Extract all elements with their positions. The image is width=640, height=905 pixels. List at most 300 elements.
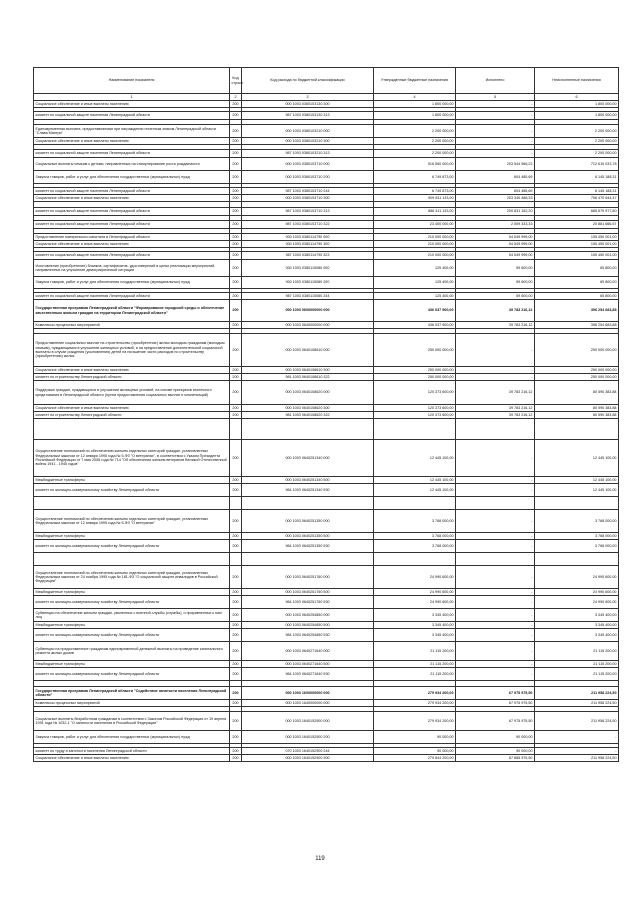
line-code-cell: 200: [230, 484, 242, 497]
approved-amount-cell: 3 345 400,00: [374, 629, 456, 642]
table-row: [34, 252, 619, 260]
column-number: 5: [456, 94, 535, 101]
approved-amount-cell: 279 934 200,00: [374, 712, 456, 731]
line-code-cell: 200: [230, 252, 242, 260]
unexecuted-amount-cell: [535, 497, 619, 510]
table-body: [34, 101, 619, 762]
executed-amount-cell: -: [456, 540, 535, 553]
unexecuted-amount-cell: 80 590 383,88: [535, 412, 619, 419]
line-code-cell: 200: [230, 277, 242, 289]
budget-code-cell: 000 1003 0640108620 300: [242, 405, 374, 412]
table-row: [34, 700, 619, 707]
budget-code-cell: 000 1003 0640251760 500: [242, 589, 374, 596]
line-code-cell: 200: [230, 241, 242, 248]
executed-amount-cell: 203 944 966,22: [456, 158, 535, 171]
unexecuted-amount-cell: 155 450 001,00: [535, 252, 619, 260]
table-row: [34, 322, 619, 329]
indicator-name-cell: Социальное обеспечение и иные выплаты населению: [34, 405, 230, 412]
executed-amount-cell: 59 600,00: [456, 277, 535, 289]
line-code-cell: 200: [230, 712, 242, 731]
budget-code-cell: 000 1003 0640251340 000: [242, 440, 374, 477]
table-row: [34, 748, 619, 755]
unexecuted-amount-cell: 250 000 000,00: [535, 334, 619, 367]
indicator-name-cell: комитет по социальной защите населения Ленинградской области: [34, 293, 230, 300]
indicator-name-cell: комитет по жилищно-коммунальному хозяйству Ленинградской области: [34, 668, 230, 681]
executed-amount-cell: 90 000,00: [456, 731, 535, 744]
table-row: [34, 150, 619, 158]
indicator-name-cell: комитет по труду и занятости населения Ленинградской области: [34, 748, 230, 755]
budget-code-cell: 000 1003 1640000000 000: [242, 700, 374, 707]
budget-code-cell: 000 1003 0640000000 000: [242, 322, 374, 329]
unexecuted-amount-cell: 2 200 000,00: [535, 138, 619, 145]
table-row: [34, 510, 619, 533]
page-number: 119: [315, 856, 325, 862]
approved-amount-cell: 90 000,00: [374, 731, 456, 744]
executed-amount-cell: -: [456, 367, 535, 374]
unexecuted-amount-cell: 712 615 033,78: [535, 158, 619, 171]
approved-amount-cell: 250 000 000,00: [374, 367, 456, 374]
budget-code-cell: 987 1003 0380103710 322: [242, 221, 374, 229]
line-code-cell: 200: [230, 112, 242, 120]
indicator-name-cell: Предоставление материнского капитала в Ленинградской области: [34, 234, 230, 241]
budget-code-cell: 984 1003 0640271640 530: [242, 668, 374, 681]
executed-amount-cell: -: [456, 125, 535, 138]
approved-amount-cell: 23 400 000,00: [374, 221, 456, 229]
unexecuted-amount-cell: 706 470 644,47: [535, 195, 619, 202]
approved-amount-cell: 210 000 000,00: [374, 241, 456, 248]
indicator-name-cell: Закупка товаров, работ и услуг для обеспечения государственных (муниципальных) нужд: [34, 171, 230, 184]
executed-amount-cell: 39 783 216,12: [456, 405, 535, 412]
table-row: [34, 533, 619, 540]
unexecuted-amount-cell: [535, 553, 619, 566]
budget-code-cell: 000 1003 0640271640 000: [242, 642, 374, 661]
line-code-cell: [230, 419, 242, 440]
column-number: 1: [34, 94, 230, 101]
approved-amount-cell: 21 115 200,00: [374, 642, 456, 661]
unexecuted-amount-cell: 211 958 224,50: [535, 712, 619, 731]
approved-amount-cell: 909 811 133,00: [374, 195, 456, 202]
line-code-cell: 200: [230, 101, 242, 108]
indicator-name-cell: Межбюджетные трансферты: [34, 661, 230, 668]
line-code-cell: 200: [230, 300, 242, 322]
indicator-name-cell: Социальное обеспечение и иные выплаты населению: [34, 241, 230, 248]
executed-amount-cell: 54 549 999,00: [456, 252, 535, 260]
indicator-name-cell: комитет по жилищно-коммунальному хозяйству Ленинградской области: [34, 540, 230, 553]
approved-amount-cell: 2 200 000,00: [374, 150, 456, 158]
indicator-name-cell: Закупка товаров, работ и услуг для обеспечения государственных (муниципальных) нужд: [34, 731, 230, 744]
approved-amount-cell: 120 373 600,00: [374, 405, 456, 412]
approved-amount-cell: 2 200 000,00: [374, 125, 456, 138]
budget-code-cell: 987 1003 0380103710 313: [242, 208, 374, 216]
line-code-cell: 200: [230, 642, 242, 661]
budget-code-cell: 000 1003 0380115080 000: [242, 260, 374, 277]
table-row: [34, 419, 619, 440]
indicator-name-cell: Социальное обеспечение и иные выплаты населению: [34, 755, 230, 762]
unexecuted-amount-cell: 24 990 600,00: [535, 566, 619, 589]
table-row: [34, 112, 619, 120]
approved-amount-cell: 6 749 873,00: [374, 188, 456, 195]
indicator-name-cell: комитет по социальной защите населения Ленинградской области: [34, 221, 230, 229]
indicator-name-cell: [34, 497, 230, 510]
budget-code-cell: 000 1003 0380103210 300: [242, 138, 374, 145]
line-code-cell: 200: [230, 195, 242, 202]
line-code-cell: 200: [230, 533, 242, 540]
table-row: [34, 374, 619, 381]
indicator-name-cell: Социальные выплаты безработным гражданам в соответствии с Законом Российской Федерации от 19 апреля 1991 года № 1032-1 "О занятости населения в Российской Федерации": [34, 712, 230, 731]
unexecuted-amount-cell: -: [535, 748, 619, 755]
executed-amount-cell: -: [456, 477, 535, 484]
table-row: [34, 367, 619, 374]
approved-amount-cell: 250 000 000,00: [374, 374, 456, 381]
approved-amount-cell: 120 373 600,00: [374, 412, 456, 419]
unexecuted-amount-cell: 65 800,00: [535, 260, 619, 277]
table-row: [34, 381, 619, 405]
executed-amount-cell: 604 485,69: [456, 171, 535, 184]
indicator-name-cell: комитет по жилищно-коммунальному хозяйству Ленинградской области: [34, 629, 230, 642]
table-row: [34, 277, 619, 289]
line-code-cell: 200: [230, 293, 242, 300]
unexecuted-amount-cell: 155 450 001,00: [535, 241, 619, 248]
approved-amount-cell: 24 990 600,00: [374, 589, 456, 596]
indicator-name-cell: комитет по социальной защите населения Ленинградской области: [34, 112, 230, 120]
line-code-cell: 200: [230, 755, 242, 762]
budget-code-cell: 000 1003 0380103710 200: [242, 171, 374, 184]
executed-amount-cell: 39 783 216,12: [456, 381, 535, 405]
indicator-name-cell: Социальные выплаты семьям с детьми, направленные на стимулирование роста рождаемости: [34, 158, 230, 171]
line-code-cell: 200: [230, 510, 242, 533]
approved-amount-cell: 3 345 400,00: [374, 609, 456, 622]
column-number: 3: [242, 94, 374, 101]
indicator-name-cell: Предоставление социальных выплат на строительство (приобретение) жилья молодым гражданам (молодым семьям), нуждающимся в улучшении жилищных условий, и на предоставление дополнительной социальной выплаты в случае рождения (усыновления) детей на погашение части расходов по строительству (приобретению) жилья: [34, 334, 230, 367]
table-row: [34, 412, 619, 419]
executed-amount-cell: -: [456, 668, 535, 681]
indicator-name-cell: Социальное обеспечение и иные выплаты населению: [34, 101, 230, 108]
line-code-cell: 200: [230, 374, 242, 381]
unexecuted-amount-cell: 396 254 683,88: [535, 322, 619, 329]
header-approved: Утвержденные бюджетные назначения: [374, 68, 456, 94]
indicator-name-cell: Закупка товаров, работ и услуг для обеспечения государственных (муниципальных) нужд: [34, 277, 230, 289]
line-code-cell: 200: [230, 171, 242, 184]
approved-amount-cell: 21 115 200,00: [374, 668, 456, 681]
budget-code-cell: 000 1003 0380114790 300: [242, 241, 374, 248]
budget-code-cell: 981 1003 0640108610 322: [242, 374, 374, 381]
line-code-cell: 200: [230, 208, 242, 216]
table-row: [34, 497, 619, 510]
approved-amount-cell: 24 990 600,00: [374, 596, 456, 609]
approved-amount-cell: 3 768 000,00: [374, 510, 456, 533]
executed-amount-cell: 67 885 975,50: [456, 755, 535, 762]
unexecuted-amount-cell: 6 145 188,31: [535, 188, 619, 195]
executed-amount-cell: -: [456, 374, 535, 381]
table-row: [34, 540, 619, 553]
budget-code-cell: 984 1003 0640251350 530: [242, 540, 374, 553]
line-code-cell: 200: [230, 596, 242, 609]
executed-amount-cell: 54 549 999,00: [456, 241, 535, 248]
table-row: [34, 195, 619, 202]
line-code-cell: 200: [230, 125, 242, 138]
table-row: [34, 171, 619, 184]
unexecuted-amount-cell: -: [535, 731, 619, 744]
unexecuted-amount-cell: 3 345 400,00: [535, 609, 619, 622]
line-code-cell: 200: [230, 188, 242, 195]
executed-amount-cell: 90 000,00: [456, 748, 535, 755]
executed-amount-cell: -: [456, 629, 535, 642]
line-code-cell: 200: [230, 440, 242, 477]
budget-code-cell: 000 1003 1640152900 300: [242, 755, 374, 762]
executed-amount-cell: -: [456, 150, 535, 158]
executed-amount-cell: -: [456, 589, 535, 596]
line-code-cell: 200: [230, 661, 242, 668]
budget-code-cell: [242, 553, 374, 566]
budget-code-cell: 000 1003 0640108610 000: [242, 334, 374, 367]
column-number: 2: [230, 94, 242, 101]
indicator-name-cell: Межбюджетные трансферты: [34, 589, 230, 596]
approved-amount-cell: 125 400,00: [374, 293, 456, 300]
line-code-cell: 200: [230, 731, 242, 744]
indicator-name-cell: комитет по жилищно-коммунальному хозяйству Ленинградской области: [34, 596, 230, 609]
unexecuted-amount-cell: 3 768 000,00: [535, 510, 619, 533]
approved-amount-cell: 3 768 000,00: [374, 533, 456, 540]
indicator-name-cell: Субвенции на обеспечение жильем граждан, уволенных с военной службы (службы), и приравненных к ним лиц: [34, 609, 230, 622]
indicator-name-cell: [34, 419, 230, 440]
approved-amount-cell: 1 800 000,00: [374, 112, 456, 120]
executed-amount-cell: -: [456, 642, 535, 661]
approved-amount-cell: 125 400,00: [374, 277, 456, 289]
table-row: [34, 731, 619, 744]
budget-code-cell: 987 1003 0380114790 323: [242, 252, 374, 260]
table-row: [34, 158, 619, 171]
budget-code-cell: 984 1003 0640254850 530: [242, 629, 374, 642]
budget-code-cell: 000 1003 0380103710 300: [242, 195, 374, 202]
table-row: [34, 188, 619, 195]
unexecuted-amount-cell: 21 115 200,00: [535, 642, 619, 661]
approved-amount-cell: 24 990 600,00: [374, 566, 456, 589]
executed-amount-cell: -: [456, 510, 535, 533]
table-row: [34, 138, 619, 145]
approved-amount-cell: 210 000 000,00: [374, 234, 456, 241]
line-code-cell: 200: [230, 221, 242, 229]
indicator-name-cell: Межбюджетные трансферты: [34, 622, 230, 629]
line-code-cell: 200: [230, 589, 242, 596]
line-code-cell: 200: [230, 540, 242, 553]
table-row: [34, 668, 619, 681]
table-row: [34, 101, 619, 108]
indicator-name-cell: Межбюджетные трансферты: [34, 533, 230, 540]
indicator-name-cell: Государственная программа Ленинградской области "Формирование городской среды и обеспечение качественным жильем граждан на территории Ленинградской области": [34, 300, 230, 322]
approved-amount-cell: 3 768 000,00: [374, 540, 456, 553]
table-row: [34, 661, 619, 668]
budget-code-cell: 984 1003 0640251760 530: [242, 596, 374, 609]
approved-amount-cell: [374, 497, 456, 510]
table-row: [34, 234, 619, 241]
table-header-row: [34, 68, 619, 94]
approved-amount-cell: 120 373 600,00: [374, 381, 456, 405]
unexecuted-amount-cell: 65 800,00: [535, 277, 619, 289]
line-code-cell: 200: [230, 150, 242, 158]
executed-amount-cell: [456, 497, 535, 510]
indicator-name-cell: Единовременная выплата, предоставляемая при награждении почетным знаком Ленинградской области "Слава Матери": [34, 125, 230, 138]
line-code-cell: 200: [230, 629, 242, 642]
table-row: [34, 609, 619, 622]
column-number: 6: [535, 94, 619, 101]
indicator-name-cell: Комплексы процессных мероприятий: [34, 700, 230, 707]
budget-code-cell: 987 1003 0380103210 313: [242, 150, 374, 158]
approved-amount-cell: 12 445 100,00: [374, 484, 456, 497]
executed-amount-cell: -: [456, 622, 535, 629]
unexecuted-amount-cell: 211 958 224,50: [535, 687, 619, 700]
unexecuted-amount-cell: 12 445 100,00: [535, 440, 619, 477]
table-row: [34, 484, 619, 497]
approved-amount-cell: 436 037 900,00: [374, 300, 456, 322]
executed-amount-cell: 54 549 999,00: [456, 234, 535, 241]
approved-amount-cell: 125 400,00: [374, 260, 456, 277]
unexecuted-amount-cell: [535, 419, 619, 440]
line-code-cell: 200: [230, 477, 242, 484]
budget-code-cell: 000 1003 0640108610 300: [242, 367, 374, 374]
unexecuted-amount-cell: 12 445 100,00: [535, 484, 619, 497]
unexecuted-amount-cell: 685 579 977,80: [535, 208, 619, 216]
line-code-cell: [230, 497, 242, 510]
header-budget-code: Код расхода по бюджетной классификации: [242, 68, 374, 94]
unexecuted-amount-cell: 211 958 224,50: [535, 755, 619, 762]
indicator-name-cell: Изготовление (приобретение) бланков, сертификатов, удостоверений в целях реализации мероприятий, направленных на улучшение демографической ситуации: [34, 260, 230, 277]
approved-amount-cell: 21 115 200,00: [374, 661, 456, 668]
approved-amount-cell: 6 749 873,00: [374, 171, 456, 184]
line-code-cell: 200: [230, 138, 242, 145]
executed-amount-cell: 2 509 333,33: [456, 221, 535, 229]
unexecuted-amount-cell: 250 000 000,00: [535, 374, 619, 381]
approved-amount-cell: 916 560 000,00: [374, 158, 456, 171]
unexecuted-amount-cell: 155 450 001,00: [535, 234, 619, 241]
executed-amount-cell: -: [456, 609, 535, 622]
line-code-cell: 200: [230, 668, 242, 681]
table-row: [34, 208, 619, 216]
unexecuted-amount-cell: 3 345 400,00: [535, 629, 619, 642]
executed-amount-cell: -: [456, 484, 535, 497]
budget-code-cell: 000 1003 1600000000 000: [242, 687, 374, 700]
indicator-name-cell: [34, 553, 230, 566]
table-row: [34, 596, 619, 609]
column-number-row: [34, 94, 619, 101]
executed-amount-cell: 200 831 152,20: [456, 208, 535, 216]
line-code-cell: 200: [230, 566, 242, 589]
unexecuted-amount-cell: 211 958 224,50: [535, 700, 619, 707]
budget-code-cell: 000 1003 1640152900 000: [242, 712, 374, 731]
line-code-cell: 200: [230, 609, 242, 622]
budget-code-cell: 000 1003 0380103710 000: [242, 158, 374, 171]
indicator-name-cell: комитет по социальной защите населения Ленинградской области: [34, 150, 230, 158]
table-row: [34, 553, 619, 566]
executed-amount-cell: 59 600,00: [456, 293, 535, 300]
line-code-cell: 200: [230, 748, 242, 755]
line-code-cell: 200: [230, 367, 242, 374]
table-row: [34, 334, 619, 367]
executed-amount-cell: -: [456, 112, 535, 120]
budget-code-cell: 000 1003 0640251350 000: [242, 510, 374, 533]
executed-amount-cell: 604 485,69: [456, 188, 535, 195]
indicator-name-cell: Субвенции на предоставление гражданам единовременной денежной выплаты на проведение капитального ремонта жилых домов: [34, 642, 230, 661]
line-code-cell: 200: [230, 260, 242, 277]
executed-amount-cell: [456, 419, 535, 440]
budget-code-cell: 987 1003 0380115080 244: [242, 293, 374, 300]
table-row: [34, 293, 619, 300]
executed-amount-cell: 39 783 216,12: [456, 412, 535, 419]
executed-amount-cell: 67 975 975,50: [456, 687, 535, 700]
executed-amount-cell: 39 783 216,12: [456, 300, 535, 322]
executed-amount-cell: -: [456, 533, 535, 540]
executed-amount-cell: -: [456, 596, 535, 609]
approved-amount-cell: 279 934 200,00: [374, 687, 456, 700]
indicator-name-cell: Государственная программа Ленинградской области "Содействие занятости населения Ленинградской области": [34, 687, 230, 700]
executed-amount-cell: -: [456, 440, 535, 477]
unexecuted-amount-cell: 12 445 100,00: [535, 477, 619, 484]
header-indicator-name: Наименование показателя: [34, 68, 230, 94]
table-row: [34, 125, 619, 138]
unexecuted-amount-cell: 21 115 200,00: [535, 661, 619, 668]
executed-amount-cell: -: [456, 138, 535, 145]
approved-amount-cell: 436 037 900,00: [374, 322, 456, 329]
column-number: 4: [374, 94, 456, 101]
header-line-code: Код строки: [230, 68, 242, 94]
approved-amount-cell: 250 000 000,00: [374, 334, 456, 367]
budget-code-cell: 000 1003 0640254850 000: [242, 609, 374, 622]
budget-code-cell: 987 1003 0380103130 313: [242, 112, 374, 120]
indicator-name-cell: Комплексы процессных мероприятий: [34, 322, 230, 329]
approved-amount-cell: [374, 553, 456, 566]
indicator-name-cell: Социальное обеспечение и иные выплаты населению: [34, 195, 230, 202]
table-row: [34, 241, 619, 248]
indicator-name-cell: комитет по социальной защите населения Ленинградской области: [34, 208, 230, 216]
header-executed: Исполнено: [456, 68, 535, 94]
line-code-cell: 200: [230, 405, 242, 412]
budget-code-cell: 000 1003 0640251760 000: [242, 566, 374, 589]
line-code-cell: 200: [230, 412, 242, 419]
budget-code-cell: 000 1003 0380103210 000: [242, 125, 374, 138]
line-code-cell: 200: [230, 322, 242, 329]
executed-amount-cell: 67 975 975,50: [456, 712, 535, 731]
approved-amount-cell: 279 934 200,00: [374, 700, 456, 707]
line-code-cell: 200: [230, 334, 242, 367]
budget-table: [33, 67, 619, 762]
executed-amount-cell: -: [456, 661, 535, 668]
budget-code-cell: 981 1003 0640108620 322: [242, 412, 374, 419]
budget-code-cell: [242, 497, 374, 510]
table-row: [34, 687, 619, 700]
line-code-cell: 200: [230, 158, 242, 171]
table-row: [34, 440, 619, 477]
table-row: [34, 712, 619, 731]
indicator-name-cell: Социальное обеспечение и иные выплаты населению: [34, 138, 230, 145]
unexecuted-amount-cell: 3 345 400,00: [535, 622, 619, 629]
budget-code-cell: 000 1003 1640152900 200: [242, 731, 374, 744]
approved-amount-cell: 210 000 000,00: [374, 252, 456, 260]
line-code-cell: 200: [230, 700, 242, 707]
header-unexecuted: Неисполненные назначения: [535, 68, 619, 94]
budget-code-cell: 000 1003 0380115080 200: [242, 277, 374, 289]
unexecuted-amount-cell: 396 254 683,88: [535, 300, 619, 322]
indicator-name-cell: комитет по жилищно-коммунальному хозяйству Ленинградской области: [34, 484, 230, 497]
approved-amount-cell: 1 800 000,00: [374, 101, 456, 108]
unexecuted-amount-cell: 3 768 000,00: [535, 533, 619, 540]
executed-amount-cell: 203 340 488,33: [456, 195, 535, 202]
budget-code-cell: 000 1003 0640251350 500: [242, 533, 374, 540]
unexecuted-amount-cell: 2 200 000,00: [535, 150, 619, 158]
unexecuted-amount-cell: 24 990 600,00: [535, 589, 619, 596]
line-code-cell: 200: [230, 622, 242, 629]
budget-code-cell: [242, 419, 374, 440]
executed-amount-cell: -: [456, 101, 535, 108]
indicator-name-cell: Поддержка граждан, нуждающихся в улучшении жилищных условий, на основе принципов ипотечного кредитования в Ленинградской области (путем предоставления социальных выплат и компенсаций): [34, 381, 230, 405]
